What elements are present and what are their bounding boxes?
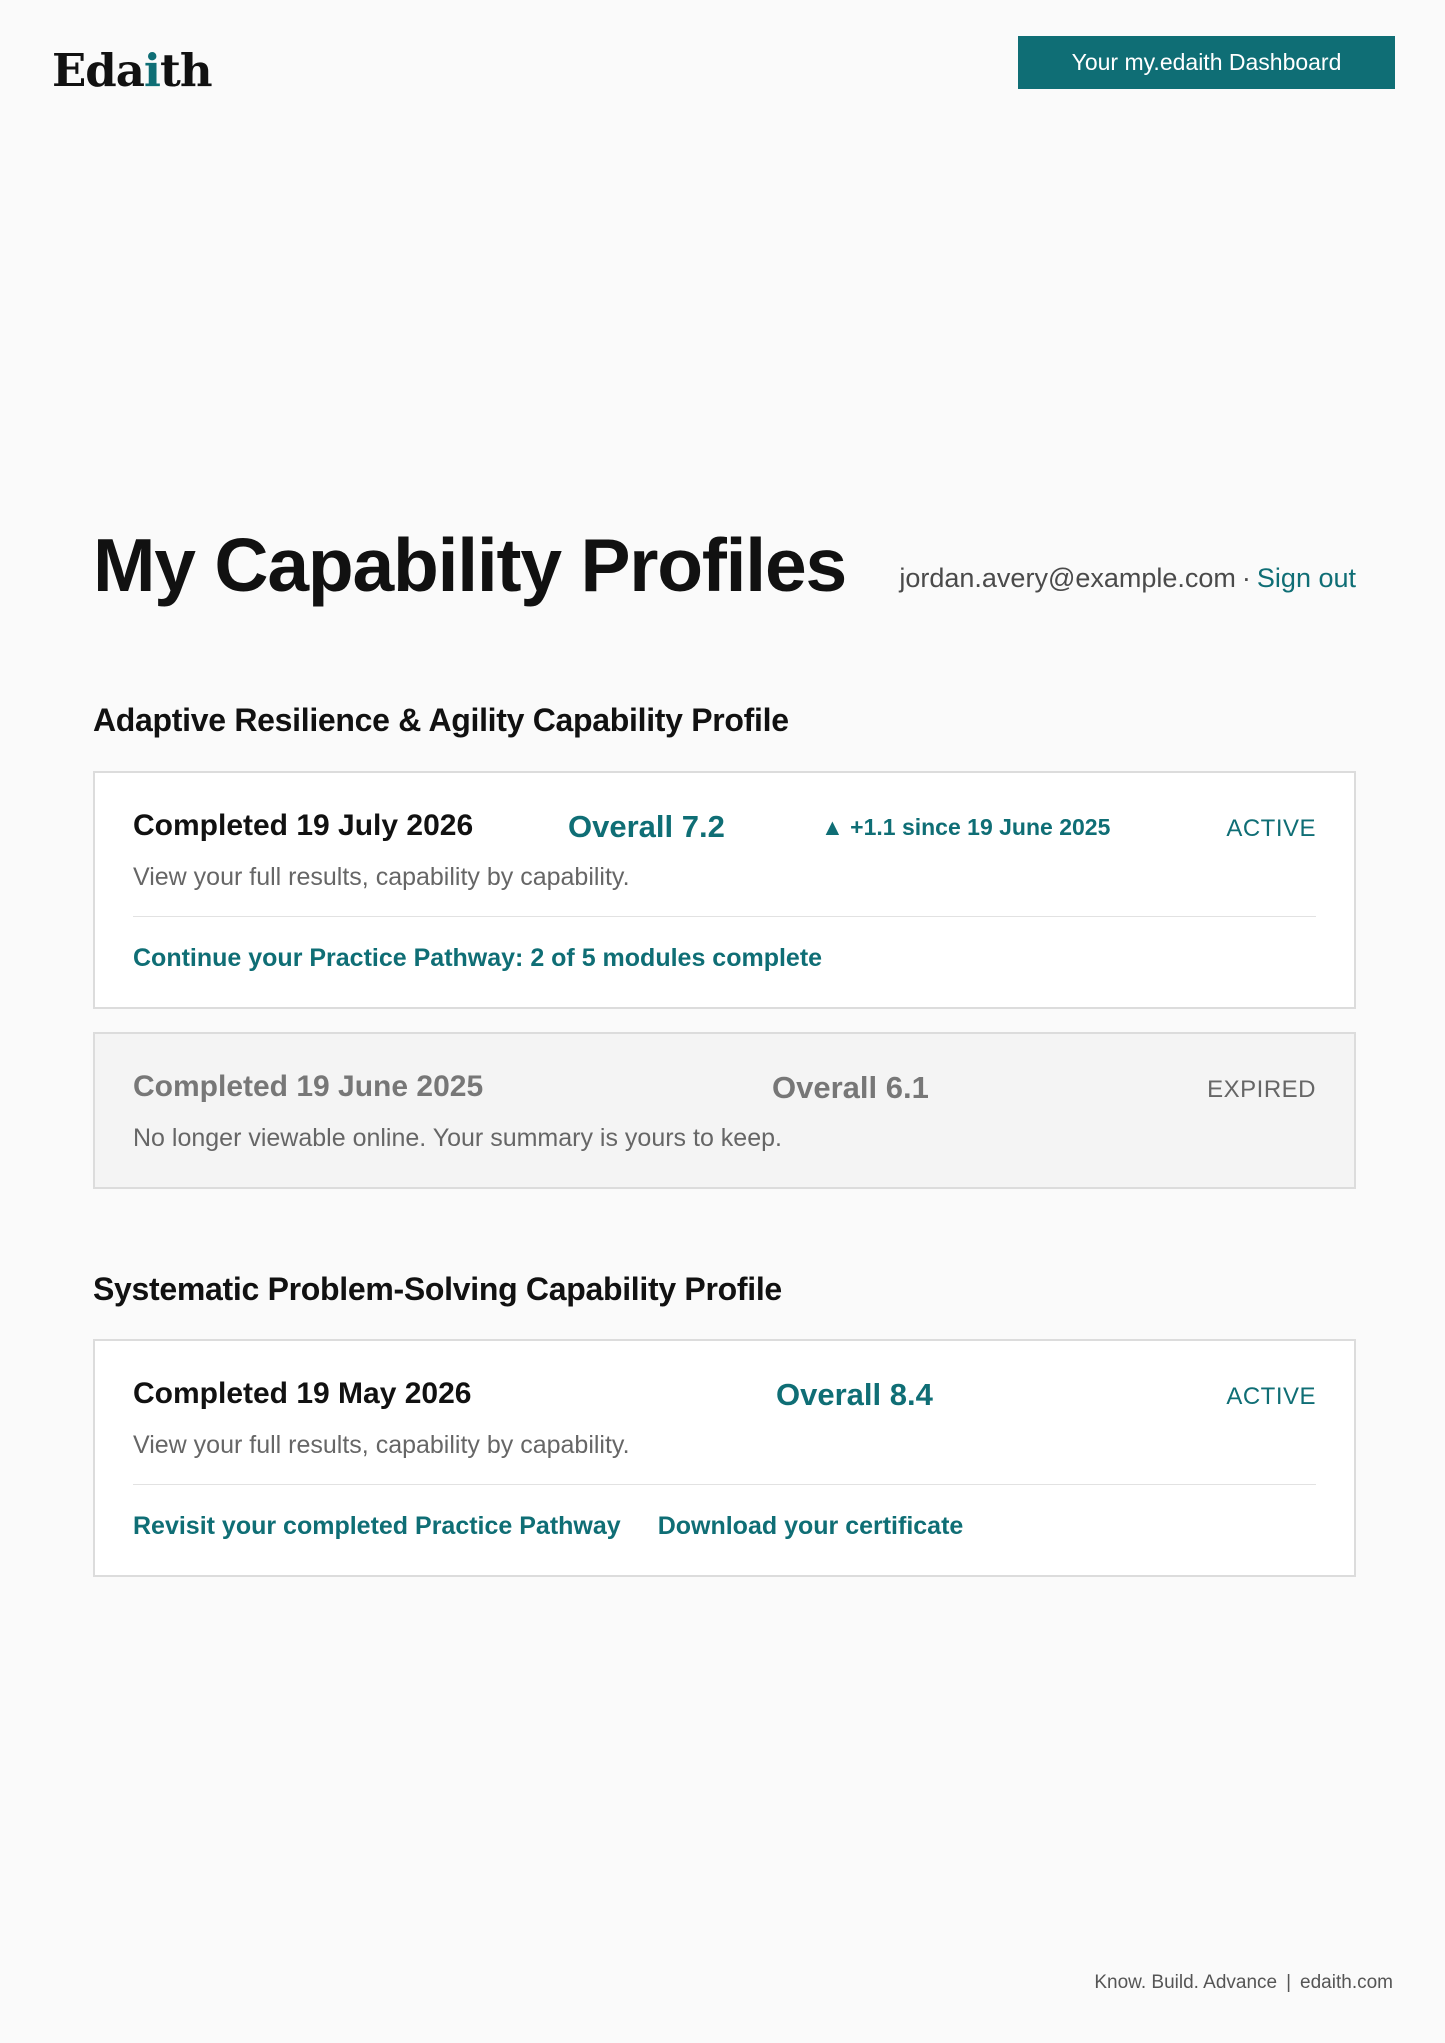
view-results-link[interactable]: View your full results, capability by capability. [133, 1431, 630, 1459]
completed-date: Completed 19 June 2025 [133, 1070, 484, 1103]
footer-site-link[interactable]: edaith.com [1300, 1972, 1393, 1993]
card-divider [133, 916, 1316, 917]
profile-card-expired [93, 1032, 1356, 1189]
profile-card-active[interactable] [93, 1339, 1356, 1577]
overall-score: Overall 6.1 [772, 1070, 929, 1105]
status-badge: ACTIVE [1226, 1383, 1316, 1410]
logo-text-accent: i [143, 44, 161, 97]
card-links [133, 1512, 963, 1541]
footer [1094, 1972, 1393, 1994]
card-header-row [133, 1070, 1316, 1110]
section-heading-systematic-problem-solving: Systematic Problem-Solving Capability Profile [93, 1271, 782, 1307]
card-divider [133, 1484, 1316, 1485]
logo-text-end: th [160, 44, 212, 97]
dashboard-button[interactable]: Your my.edaith Dashboard [1018, 36, 1395, 89]
card-links [133, 944, 822, 973]
overall-score: Overall 8.4 [776, 1377, 933, 1412]
view-results-link[interactable]: View your full results, capability by capability. [133, 863, 630, 891]
footer-tagline: Know. Build. Advance [1094, 1972, 1278, 1993]
logo-text-start: Eda [52, 44, 144, 97]
expired-note: No longer viewable online. Your summary is yours to keep. [133, 1124, 782, 1152]
card-header-row [133, 809, 1316, 849]
completed-date: Completed 19 July 2026 [133, 809, 474, 842]
score-change: ▲ +1.1 since 19 June 2025 [821, 814, 1111, 840]
revisit-practice-pathway-link[interactable]: Revisit your completed Practice Pathway [133, 1512, 621, 1540]
section-heading-adaptive-resilience: Adaptive Resilience & Agility Capability Profile [93, 702, 789, 738]
user-email: jordan.avery@example.com [899, 563, 1236, 593]
edaith-logo[interactable] [52, 44, 212, 97]
continue-practice-pathway-link[interactable]: Continue your Practice Pathway: 2 of 5 modules complete [133, 944, 823, 972]
profile-card-active[interactable] [93, 771, 1356, 1009]
card-header-row [133, 1377, 1316, 1417]
sign-out-link[interactable]: Sign out [1256, 563, 1356, 593]
account-info [899, 563, 1356, 594]
status-badge: EXPIRED [1207, 1076, 1316, 1103]
page-title: My Capability Profiles [93, 523, 846, 607]
footer-separator: | [1286, 1972, 1292, 1993]
status-badge: ACTIVE [1226, 815, 1316, 842]
account-separator: · [1241, 563, 1251, 593]
download-certificate-link[interactable]: Download your certificate [657, 1512, 964, 1540]
completed-date: Completed 19 May 2026 [133, 1377, 472, 1410]
overall-score: Overall 7.2 [568, 809, 725, 844]
